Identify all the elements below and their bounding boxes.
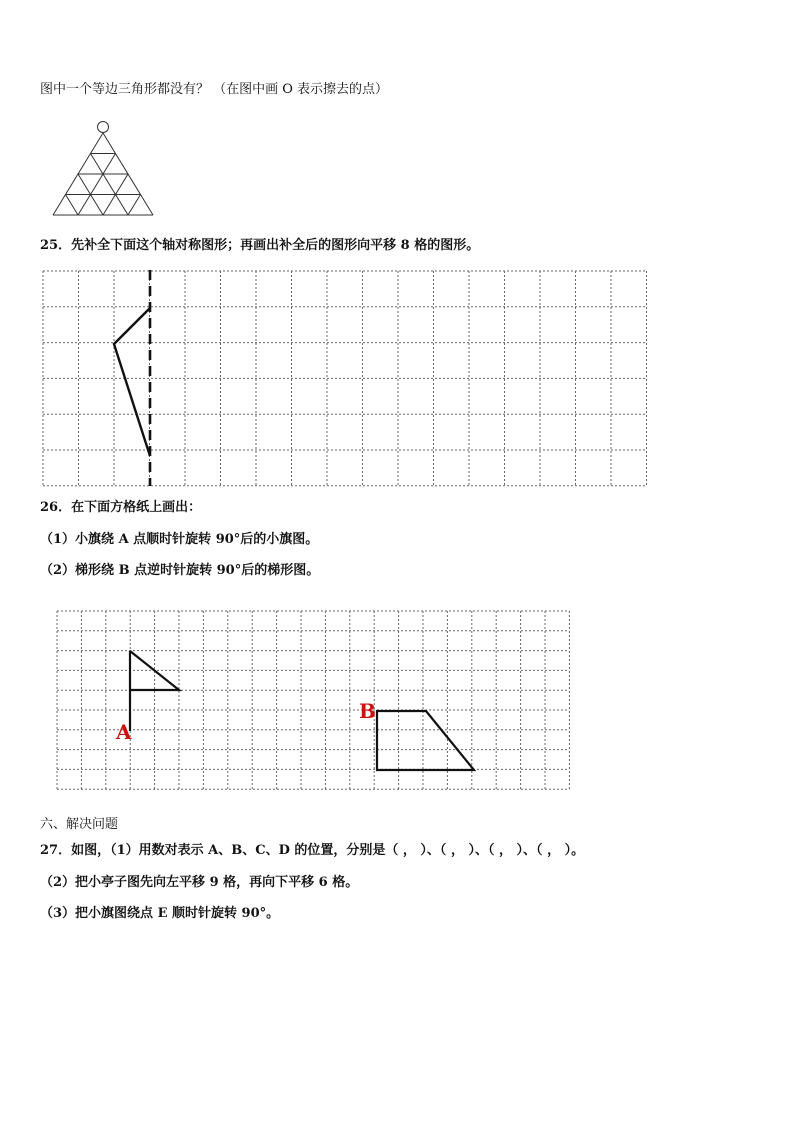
q26-item1: （1）小旗绕 A 点顺时针旋转 90°后的小旗图。 — [40, 532, 319, 547]
section-heading: 六、解决问题 — [40, 817, 119, 832]
q27-line3: （3）把小旗图绕点 E 顺时针旋转 90°。 — [40, 906, 280, 921]
q24-prompt: 图中一个等边三角形都没有？ （在图中画 O 表示擦去的点） — [40, 82, 389, 97]
half-shape — [114, 308, 150, 456]
q26-title: 26．在下面方格纸上画出： — [40, 500, 202, 515]
label-a: A — [116, 720, 132, 744]
label-b: B — [359, 699, 376, 723]
triangle-figure — [48, 118, 160, 220]
q25-text: 25．先补全下面这个轴对称图形；再画出补全后的图形向平移 8 格的图形。 — [40, 238, 480, 253]
trapezoid-shape — [377, 711, 474, 770]
q27-line1: 27．如图，（1）用数对表示 A、B、C、D 的位置，分别是（ ， ）、（ ， ）、（ ， ）、（ ， ）。 — [40, 843, 585, 858]
q26-item2: （2）梯形绕 B 点逆时针旋转 90°后的梯形图。 — [40, 563, 320, 578]
q27-line2: （2）把小亭子图先向左平移 9 格，再向下平移 6 格。 — [40, 875, 359, 890]
q25-grid — [42, 270, 648, 488]
erased-point-circle — [98, 122, 109, 133]
q26-grid — [56, 610, 570, 792]
